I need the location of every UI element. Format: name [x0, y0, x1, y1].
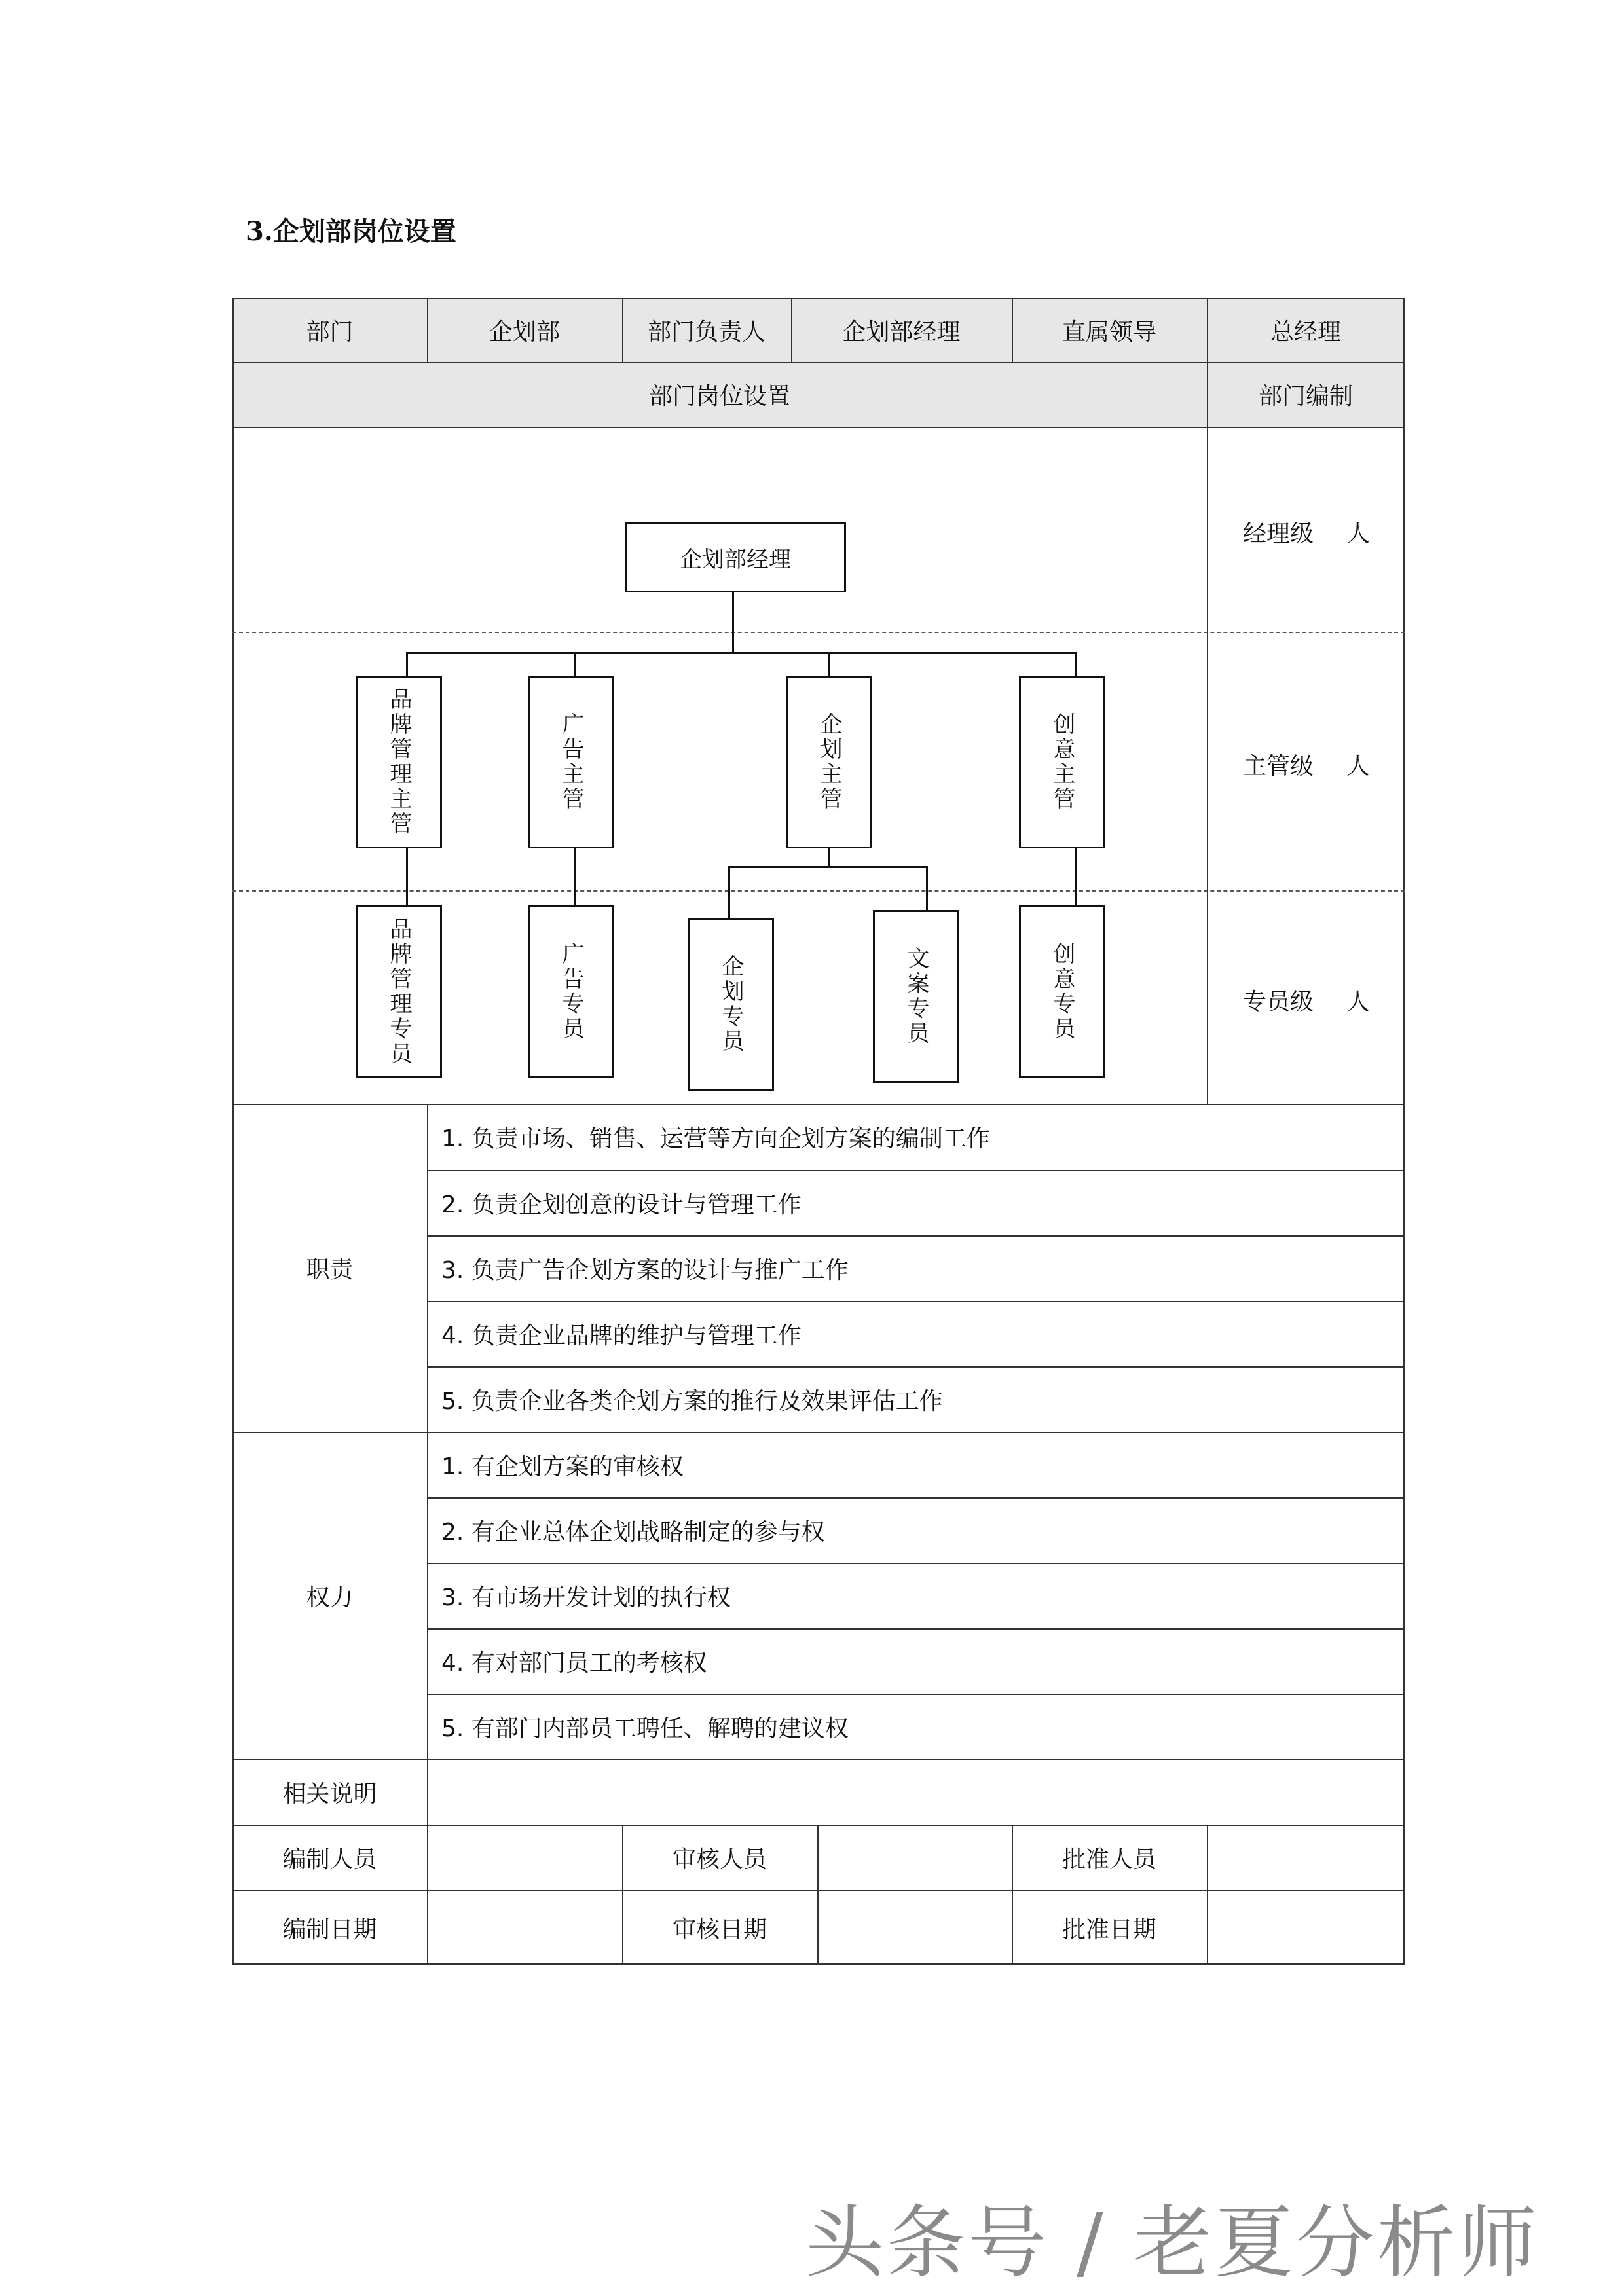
dept-head-label: 部门负责人	[647, 318, 766, 346]
org-box-specialist: 企划专员	[688, 918, 774, 1091]
org-box-specialist: 品牌管理专员	[356, 905, 442, 1078]
org-connector	[728, 866, 730, 919]
authority-item: 4. 有对部门员工的考核权	[441, 1649, 707, 1677]
org-connector	[406, 848, 408, 905]
org-connector	[574, 848, 576, 905]
row-divider	[232, 427, 1405, 428]
positions-label: 部门岗位设置	[648, 383, 790, 410]
notes-field[interactable]	[427, 1759, 1405, 1825]
dept-head-value: 企划部经理	[842, 318, 961, 346]
staffing-label: 部门编制	[1258, 383, 1353, 410]
org-box-supervisor: 创意主管	[1019, 676, 1105, 848]
approved-date-field[interactable]	[1207, 1890, 1405, 1965]
reviewed-by-field[interactable]	[817, 1825, 1012, 1890]
approved-by-label: 批准人员	[1061, 1846, 1156, 1873]
direct-leader-value: 总经理	[1270, 318, 1341, 346]
level-label: 经理级	[1242, 520, 1314, 547]
authority-item: 2. 有企业总体企划战略制定的参与权	[441, 1518, 825, 1546]
org-connector	[1075, 652, 1077, 678]
duty-item: 3. 负责广告企划方案的设计与推广工作	[441, 1256, 849, 1284]
org-box-specialist: 创意专员	[1019, 905, 1105, 1078]
watermark: 头条号 / 老夏分析师	[805, 2198, 1540, 2289]
level-supervisor	[1208, 748, 1405, 781]
level-manager	[1208, 515, 1405, 549]
dept-value: 企划部	[489, 318, 560, 346]
level-divider	[232, 890, 1405, 892]
prepared-date-field[interactable]	[427, 1890, 622, 1965]
prepared-by-field[interactable]	[427, 1825, 622, 1890]
org-box-manager: 企划部经理	[625, 522, 846, 592]
approved-by-field[interactable]	[1207, 1825, 1405, 1890]
duties-label: 职责	[306, 1256, 354, 1283]
level-label: 主管级	[1242, 753, 1314, 780]
authority-label: 权力	[306, 1584, 354, 1611]
org-box-supervisor: 企划主管	[786, 676, 872, 848]
prepared-date-label: 编制日期	[282, 1916, 377, 1943]
authority-item: 5. 有部门内部员工聘任、解聘的建议权	[441, 1715, 849, 1742]
org-box-specialist: 广告专员	[528, 905, 614, 1078]
approved-date-label: 批准日期	[1061, 1916, 1156, 1943]
level-label: 专员级	[1242, 989, 1314, 1015]
org-connector	[732, 591, 734, 653]
reviewed-by-label: 审核人员	[672, 1846, 767, 1873]
section-title: 3.企划部岗位设置	[246, 216, 456, 247]
org-connector	[828, 848, 830, 867]
prepared-by-label: 编制人员	[282, 1846, 377, 1873]
org-connector	[406, 652, 1077, 654]
org-connector	[574, 652, 576, 678]
level-unit: 人	[1346, 753, 1371, 780]
duty-item: 4. 负责企业品牌的维护与管理工作	[441, 1322, 802, 1349]
org-connector	[1075, 848, 1077, 905]
notes-label: 相关说明	[282, 1780, 377, 1808]
authority-item: 1. 有企划方案的审核权	[441, 1453, 684, 1480]
org-connector	[926, 866, 928, 913]
direct-leader-label: 直属领导	[1061, 318, 1156, 346]
org-connector	[406, 652, 408, 678]
duty-item: 5. 负责企业各类企划方案的推行及效果评估工作	[441, 1387, 943, 1415]
org-connector	[828, 652, 830, 678]
level-specialist	[1208, 983, 1405, 1017]
authority-item: 3. 有市场开发计划的执行权	[441, 1584, 731, 1611]
reviewed-date-label: 审核日期	[672, 1916, 767, 1943]
reviewed-date-field[interactable]	[817, 1890, 1012, 1965]
org-box-supervisor: 广告主管	[528, 676, 614, 848]
duty-item: 2. 负责企划创意的设计与管理工作	[441, 1191, 802, 1218]
level-unit: 人	[1346, 520, 1371, 547]
duty-item: 1. 负责市场、销售、运营等方向企划方案的编制工作	[441, 1125, 990, 1152]
dept-label: 部门	[306, 318, 354, 346]
org-box-specialist: 文案专员	[873, 910, 959, 1083]
org-connector	[728, 866, 928, 868]
level-unit: 人	[1346, 989, 1371, 1015]
org-box-supervisor: 品牌管理主管	[356, 676, 442, 848]
level-divider	[232, 632, 1405, 633]
